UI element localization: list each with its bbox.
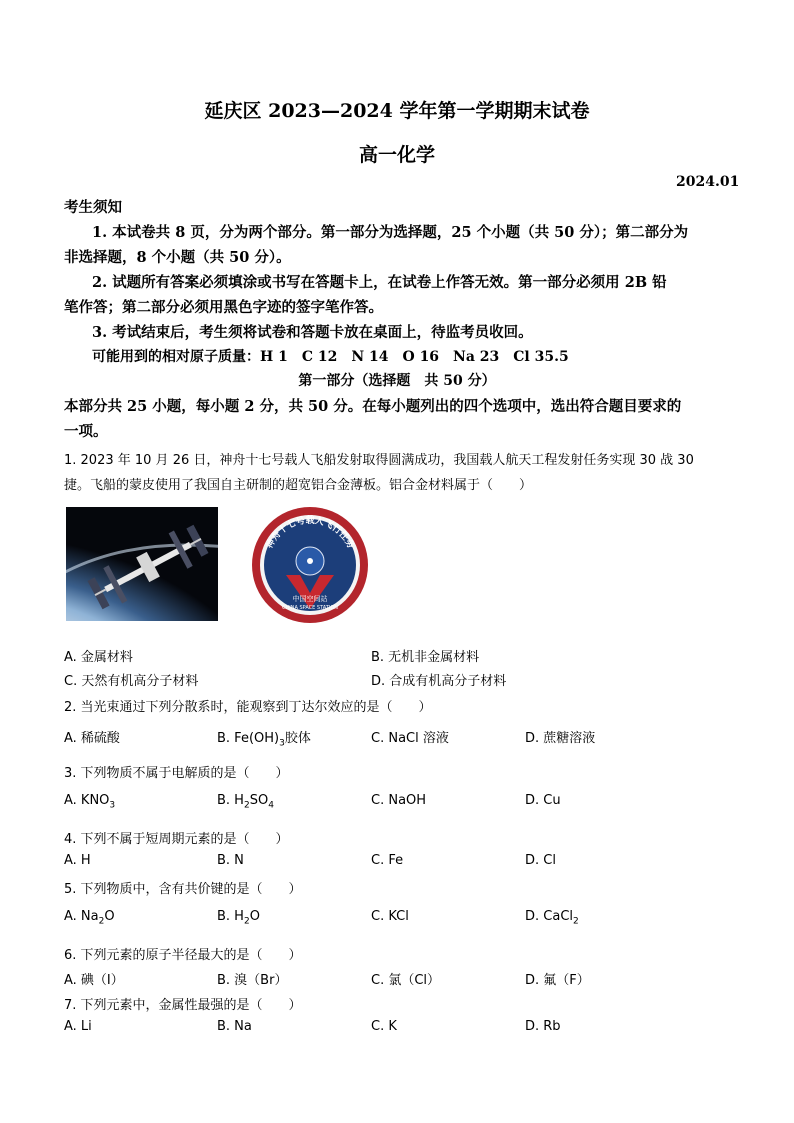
exam-subject: 高一化学: [358, 144, 435, 166]
question-4-stem: 4. 下列不属于短周期元素的是（ ）: [64, 832, 289, 847]
question-6-option-a: A. 碘（I）: [64, 973, 124, 988]
notice-heading: 考生须知: [64, 199, 122, 216]
question-7-option-c: C. K: [371, 1019, 397, 1034]
question-3-stem: 3. 下列物质不属于电解质的是（ ）: [64, 766, 289, 781]
exam-title: 延庆区 2023—2024 学年第一学期期末试卷: [204, 100, 590, 122]
question-1-stem-line-2: 捷。飞船的蒙皮使用了我国自主研制的超宽铝合金薄板。铝合金材料属于（ ）: [64, 478, 533, 493]
notice-item-2-line-2: 笔作答；第二部分必须用黑色字迹的签字笔作答。: [64, 299, 383, 316]
question-4-option-d: D. Cl: [525, 853, 556, 868]
question-4-option-b: B. N: [217, 853, 244, 868]
question-5-option-b: B. $H_2O$: [217, 909, 260, 927]
question-1-option-b: B. 无机非金属材料: [371, 650, 480, 665]
question-1-option-d: D. 合成有机高分子材料: [371, 674, 507, 689]
exam-date: 2024.01: [676, 174, 740, 190]
atomic-masses: 可能用到的相对原子质量：H 1 C 12 N 14 O 16 Na 23 Cl 35.5: [92, 349, 569, 365]
question-6-stem: 6. 下列元素的原子半径最大的是（ ）: [64, 948, 302, 963]
question-1-option-c: C. 天然有机高分子材料: [64, 674, 199, 689]
question-3-option-b: B. $H_2SO_4$: [217, 793, 274, 811]
badge-arc-text: 神舟十七号载人飞行任务: [264, 516, 356, 551]
question-6-option-c: C. 氯（Cl）: [371, 973, 441, 988]
question-1-stem-line-1: 1. 2023 年 10 月 26 日，神舟十七号载人飞船发射取得圆满成功，我国载人航天工程发射任务实现 30 战 30: [64, 453, 694, 468]
question-2-option-b: B. $Fe(OH)_3$胶体: [217, 731, 311, 749]
notice-item-2-line-1: 2. 试题所有答案必须填涂或书写在答题卡上，在试卷上作答无效。第一部分必须用 2B 铅: [92, 274, 667, 291]
question-2-option-c: C. NaCl 溶液: [371, 731, 449, 746]
question-4-option-c: C. Fe: [371, 853, 404, 868]
question-1-option-a: A. 金属材料: [64, 650, 133, 665]
question-3-option-d: D. Cu: [525, 793, 561, 808]
question-2-option-a: A. 稀硫酸: [64, 731, 120, 746]
question-7-option-a: A. Li: [64, 1019, 92, 1034]
mission-badge: [250, 505, 370, 625]
question-6-option-b: B. 溴（Br）: [217, 973, 288, 988]
question-2-stem: 2. 当光束通过下列分散系时，能观察到丁达尔效应的是（ ）: [64, 700, 432, 715]
question-5-stem: 5. 下列物质中，含有共价键的是（ ）: [64, 882, 302, 897]
question-5-option-a: A. $Na_2O$: [64, 909, 115, 927]
question-4-option-a: A. H: [64, 853, 91, 868]
section-heading: 第一部分（选择题 共 50 分）: [298, 373, 496, 389]
section-intro-line-1: 本部分共 25 小题，每小题 2 分，共 50 分。在每小题列出的四个选项中，选出符合题目要求的: [64, 398, 682, 415]
question-6-option-d: D. 氟（F）: [525, 973, 590, 988]
question-7-option-b: B. Na: [217, 1019, 252, 1034]
section-intro-line-2: 一项。: [64, 423, 108, 440]
badge-en-text: CHINA SPACE STATION: [282, 605, 338, 611]
notice-item-3: 3. 考试结束后，考生须将试卷和答题卡放在桌面上，待监考员收回。: [92, 324, 533, 341]
question-5-option-d: D. CaCl$_2$: [525, 909, 579, 927]
badge-cn-text: 中国空间站: [292, 595, 328, 603]
question-5-option-c: C. KCl: [371, 909, 409, 924]
space-station-photo: [66, 507, 218, 621]
notice-item-1-line-1: 1. 本试卷共 8 页，分为两个部分。第一部分为选择题，25 个小题（共 50 分）；第二部分为: [92, 224, 689, 241]
notice-item-1-line-2: 非选择题，8 个小题（共 50 分）。: [64, 249, 291, 266]
question-3-option-a: A. $KNO_3$: [64, 793, 116, 811]
question-7-option-d: D. Rb: [525, 1019, 561, 1034]
question-7-stem: 7. 下列元素中，金属性最强的是（ ）: [64, 998, 302, 1013]
question-3-option-c: C. NaOH: [371, 793, 427, 808]
question-2-option-d: D. 蔗糖溶液: [525, 731, 596, 746]
